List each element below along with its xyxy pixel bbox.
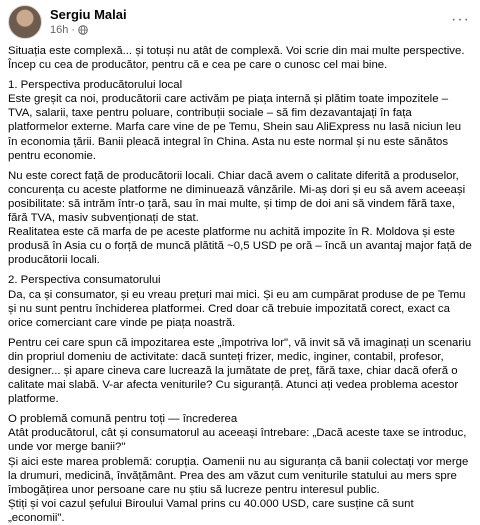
section-heading-trust: O problemă comună pentru toți — încrederea	[8, 413, 238, 426]
avatar[interactable]	[8, 5, 42, 39]
section-heading-consumer: 2. Perspectiva consumatorului	[8, 274, 161, 287]
post-paragraph: Realitatea este că marfa de pe aceste platforme nu achită impozite în R. Moldova și este produsă în Asia cu o forță de muncă plătită ~0,5 USD pe oră – încă un avantaj major față de producătorii locali.	[8, 226, 472, 267]
meta-separator: ·	[71, 24, 76, 36]
post-paragraph: Atât producătorul, cât și consumatorul au aceeași întrebare: „Dacă aceste taxe se introduc, unde vor merge banii?"	[8, 427, 467, 454]
more-options-icon[interactable]: ···	[451, 11, 470, 28]
post-paragraph: Pentru cei care spun că impozitarea este „împotriva lor", vă invit să vă imaginați un scenariu din propriul domeniu de activitate: dacă sunteți frizer, medic, inginer, contabil, profesor, designer... și apare cineva care lucrează la jumătate de preț, fără taxe, chiar dacă oferă o calitate mai slabă. V-ar afecta veniturile? Cu siguranță. Atunci ați vedea problema acestor platforme.	[8, 336, 472, 406]
post-meta	[50, 24, 88, 36]
section-heading-producer: 1. Perspectiva producătorului local	[8, 79, 183, 92]
post-paragraph-intro: Situația este complexă... și totuși nu atât de complexă. Voi scrie din mai multe perspective. Încep cu cea de producător, pentru că e cea pe care o cunosc cel mai bine.	[8, 45, 465, 72]
globe-icon	[78, 25, 88, 35]
post-paragraph: Da, ca și consumator, și eu vreau prețuri mai mici. Și eu am cumpărat produse de pe Temu și nu sunt pentru închiderea platformei. Cred doar că trebuie impozitată corect, exact ca orice comerciant care vinde pe piața noastră.	[8, 288, 466, 329]
post-paragraph: Și aici este marea problemă: corupția. Oamenii nu au siguranța că banii colectați vor merge la drumuri, medicină, învățământ. Prea des am văzut cum veniturile statului au mers spre îmbogățirea unor persoane care nu știu să lucreze pentru interesul public.	[8, 455, 469, 496]
post-paragraph: Este greșit ca noi, producătorii care activăm pe piața internă și plătim toate impozitele – TVA, salarii, taxe pentru poluare, contribuții sociale – să fim dezavantajați în fața platformelor externe. Marfa care vine de pe Temu, Shein sau AliExpress nu lasă niciun leu în economia țării. Banii pleacă integral în China. Asta nu este normal și nu este sănătos pentru economie.	[8, 93, 462, 162]
post-paragraph: Nu este corect față de producătorii locali. Chiar dacă avem o calitate diferită a produselor, concurența cu aceste platforme ne diminuează vânzările. Mi-aș dori și eu să avem aceeași posibilitate: să intrăm într-o țară, sau în mai multe, și timp de doi ani să vindem fără taxe, fără TVA, masiv subvenționați de stat.	[8, 169, 466, 225]
post-body	[8, 44, 472, 525]
author-name[interactable]: Sergiu Malai	[50, 7, 127, 22]
post-paragraph: Știți și voi cazul șefului Biroului Vamal prins cu 40.000 USD, care susține că sunt „economii".	[8, 497, 414, 524]
post-time[interactable]: 16h	[50, 24, 69, 36]
post-header	[8, 5, 472, 41]
